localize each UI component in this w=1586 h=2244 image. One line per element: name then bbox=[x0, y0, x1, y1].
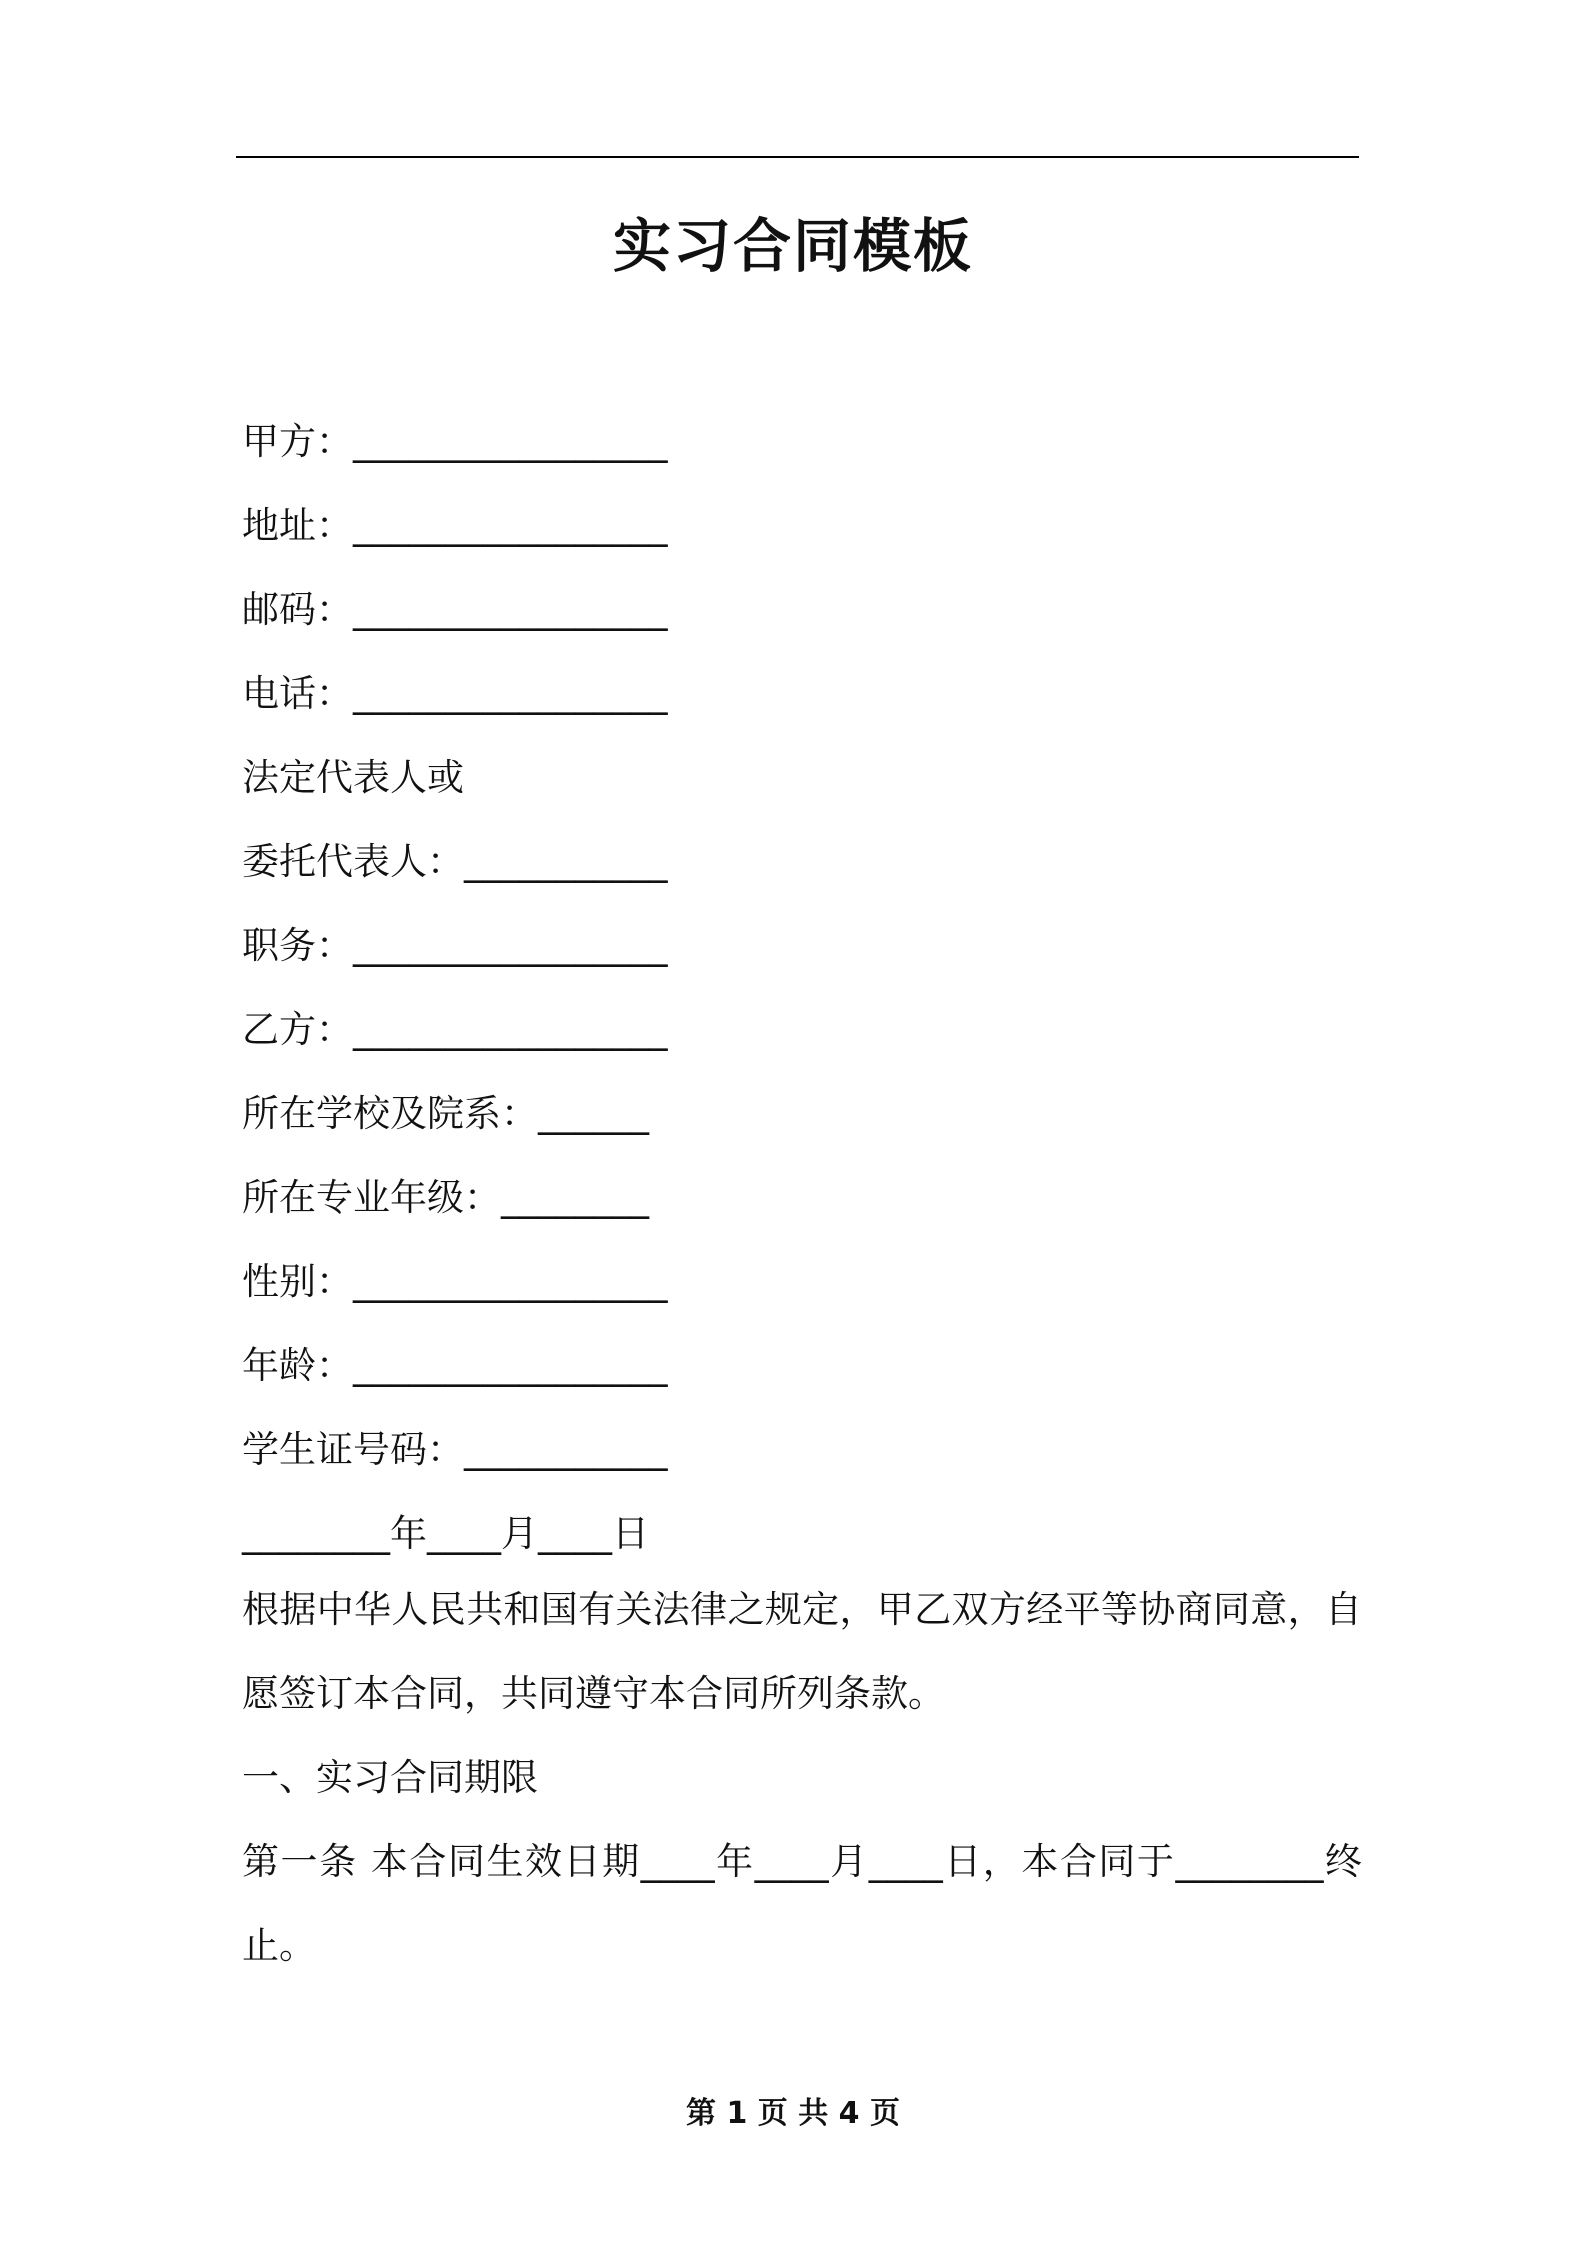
field-party-a: 甲方：_________________ bbox=[242, 420, 668, 463]
field-phone: 电话：_________________ bbox=[242, 672, 668, 715]
party-info-fields bbox=[242, 400, 1362, 1576]
article-one: 第一条 本合同生效日期____年____月____日，本合同于________终止。 bbox=[242, 1840, 1362, 1967]
page-footer: 第 1 页 共 4 页 bbox=[686, 2096, 900, 2131]
field-authorized-rep: 委托代表人：___________ bbox=[242, 840, 668, 883]
field-postcode: 邮码：_________________ bbox=[242, 588, 668, 631]
field-age: 年龄：_________________ bbox=[242, 1344, 668, 1387]
field-position: 职务：_________________ bbox=[242, 924, 668, 967]
field-school-department: 所在学校及院系：______ bbox=[242, 1092, 649, 1135]
section-heading: 一、实习合同期限 bbox=[242, 1756, 538, 1799]
field-party-b: 乙方：_________________ bbox=[242, 1008, 668, 1051]
field-gender: 性别：_________________ bbox=[242, 1260, 668, 1303]
intro-paragraph: 根据中华人民共和国有关法律之规定，甲乙双方经平等协商同意，自愿签订本合同，共同遵守本合同所列条款。 bbox=[242, 1588, 1362, 1715]
contract-body bbox=[242, 1568, 1362, 1988]
field-legal-rep-label: 法定代表人或 bbox=[242, 756, 464, 799]
field-address: 地址：_________________ bbox=[242, 504, 668, 547]
field-major-grade: 所在专业年级：________ bbox=[242, 1176, 649, 1219]
field-student-id: 学生证号码：___________ bbox=[242, 1428, 668, 1471]
header-rule bbox=[236, 156, 1359, 158]
document-title: 实习合同模板 bbox=[612, 212, 973, 280]
field-date: ________年____月____日 bbox=[242, 1512, 649, 1555]
